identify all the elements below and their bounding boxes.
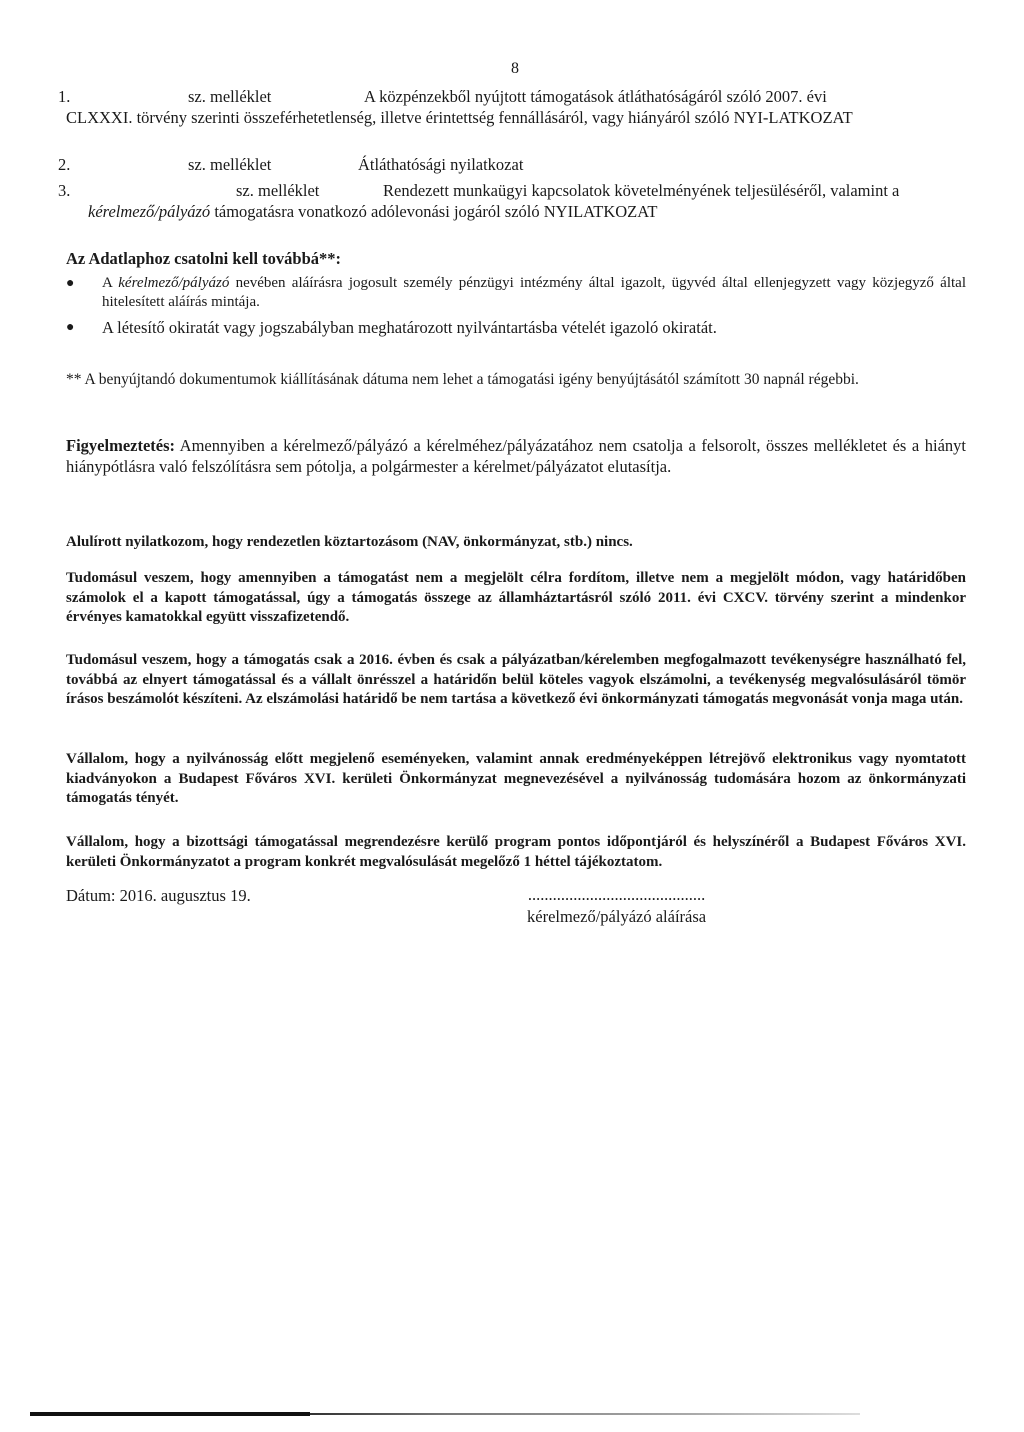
annex-label: sz. melléklet (188, 87, 272, 106)
annex-number: 2. (58, 155, 71, 174)
annex-label: sz. melléklet (188, 155, 272, 174)
attachment-text: nevében aláírásra jogosult személy pénzügyi intézmény által igazolt, ügyvéd által ellenjegyzett vagy közjegyző által hitelesített aláírás mintája. (102, 275, 966, 310)
signature-block (527, 885, 706, 927)
attachments-list (66, 274, 966, 344)
annex-label: sz. melléklet (236, 181, 320, 200)
declaration-usage: Tudomásul veszem, hogy a támogatás csak a 2016. évben és csak a pályázatban/kérelemben megfogalmazott tevékenységre használható fel, továbbá az elnyert támogatással és a vállalt önrésszel a határidőn belül köteles vagyok elszámolni, a tevékenység megvalósulásáról tömör írásos beszámolót készíteni. Az elszámolási határidő be nem tartása a következő évi önkormányzati támogatás megvonását vonja maga után. (66, 652, 966, 707)
annex-number: 1. (58, 87, 71, 106)
annex-title-continuation (58, 201, 968, 222)
attachment-text: A létesítő okiratát vagy jogszabályban meghatározott nyilvántartásba vételét igazoló okiratát. (102, 318, 717, 337)
bullet-icon: ● (66, 320, 75, 335)
annex-title: Átláthatósági nyilatkozat (358, 155, 524, 174)
warning-label: Figyelmeztetés: (66, 436, 176, 455)
applicant-term: kérelmező/pályázó (118, 275, 230, 291)
signature-label: kérelmező/pályázó aláírása (527, 907, 707, 926)
declaration-debt: Alulírott nyilatkozom, hogy rendezetlen köztartozásom (NAV, önkormányzat, stb.) nincs. (66, 534, 633, 550)
list-item (66, 318, 966, 338)
warning-text: Amennyiben a kérelmező/pályázó a kérelméhez/pályázatához nem csatolja a felsorolt, összes mellékletet és a hiányt hiánypótlásra való felszólításra sem pótolja, a polgármester a kérelmet/pályázatot elutasítja. (66, 436, 966, 476)
annex-title-continuation: CLXXXI. törvény szerinti összeférhetetlenség, illetve érintettség fennállásáról, vagy hiányáról szóló NYI-LATKOZAT (66, 108, 853, 127)
annex-continuation-text: támogatásra vonatkozó adólevonási jogáról szóló NYILATKOZAT (210, 202, 658, 221)
annex-item-1 (58, 86, 968, 150)
attachment-prefix: A (102, 275, 119, 291)
applicant-term: kérelmező/pályázó (88, 202, 211, 221)
footnote: ** A benyújtandó dokumentumok kiállításának dátuma nem lehet a támogatási igény benyújtásától számított 30 napnál régebbi. (66, 371, 859, 388)
attachments-heading: Az Adatlaphoz csatolni kell továbbá**: (66, 249, 342, 268)
annex-item-2 (58, 154, 968, 176)
annex-title: A közpénzekből nyújtott támogatások átláthatóságáról szóló 2007. évi (364, 87, 827, 106)
date-line: Dátum: 2016. augusztus 19. (66, 886, 251, 905)
warning-paragraph (66, 435, 966, 477)
annex-number: 3. (58, 181, 71, 200)
list-item (66, 274, 966, 312)
signature-dots: ........................................... (527, 885, 706, 904)
annex-title: Rendezett munkaügyi kapcsolatok követelményének teljesüléséről, valamint a (383, 181, 900, 200)
declaration-publicity: Vállalom, hogy a nyilvánosság előtt megjelenő eseményeken, valamint annak eredményeképpen létrejövő elektronikus vagy nyomtatott kiadványokon a Budapest Főváros XVI. kerületi Önkormányzat megnevezésével a nyilvánosság tudomására hozom az önkormányzati támogatás tényét. (66, 751, 966, 806)
bottom-rule-thick (30, 1412, 310, 1416)
page-number: 8 (511, 60, 519, 77)
declaration-refund: Tudomásul veszem, hogy amennyiben a támogatást nem a megjelölt célra fordítom, illetve nem a megjelölt módon, vagy határidőben számolok el a kapott támogatással, úgy a támogatás összege az államháztartásról szóló 2011. évi CXCV. törvény szerint a mindenkor érvényes kamatokkal együtt visszafizetendő. (66, 570, 966, 625)
annex-list (58, 86, 968, 224)
bullet-icon: ● (66, 276, 75, 291)
annex-item-3 (58, 180, 968, 224)
declaration-program-notice: Vállalom, hogy a bizottsági támogatással megrendezésre kerülő program pontos időpontjáról és helyszínéről a Budapest Főváros XVI. kerületi Önkormányzatot a program konkrét megvalósulását megelőző 1 héttel tájékoztatom. (66, 834, 966, 870)
